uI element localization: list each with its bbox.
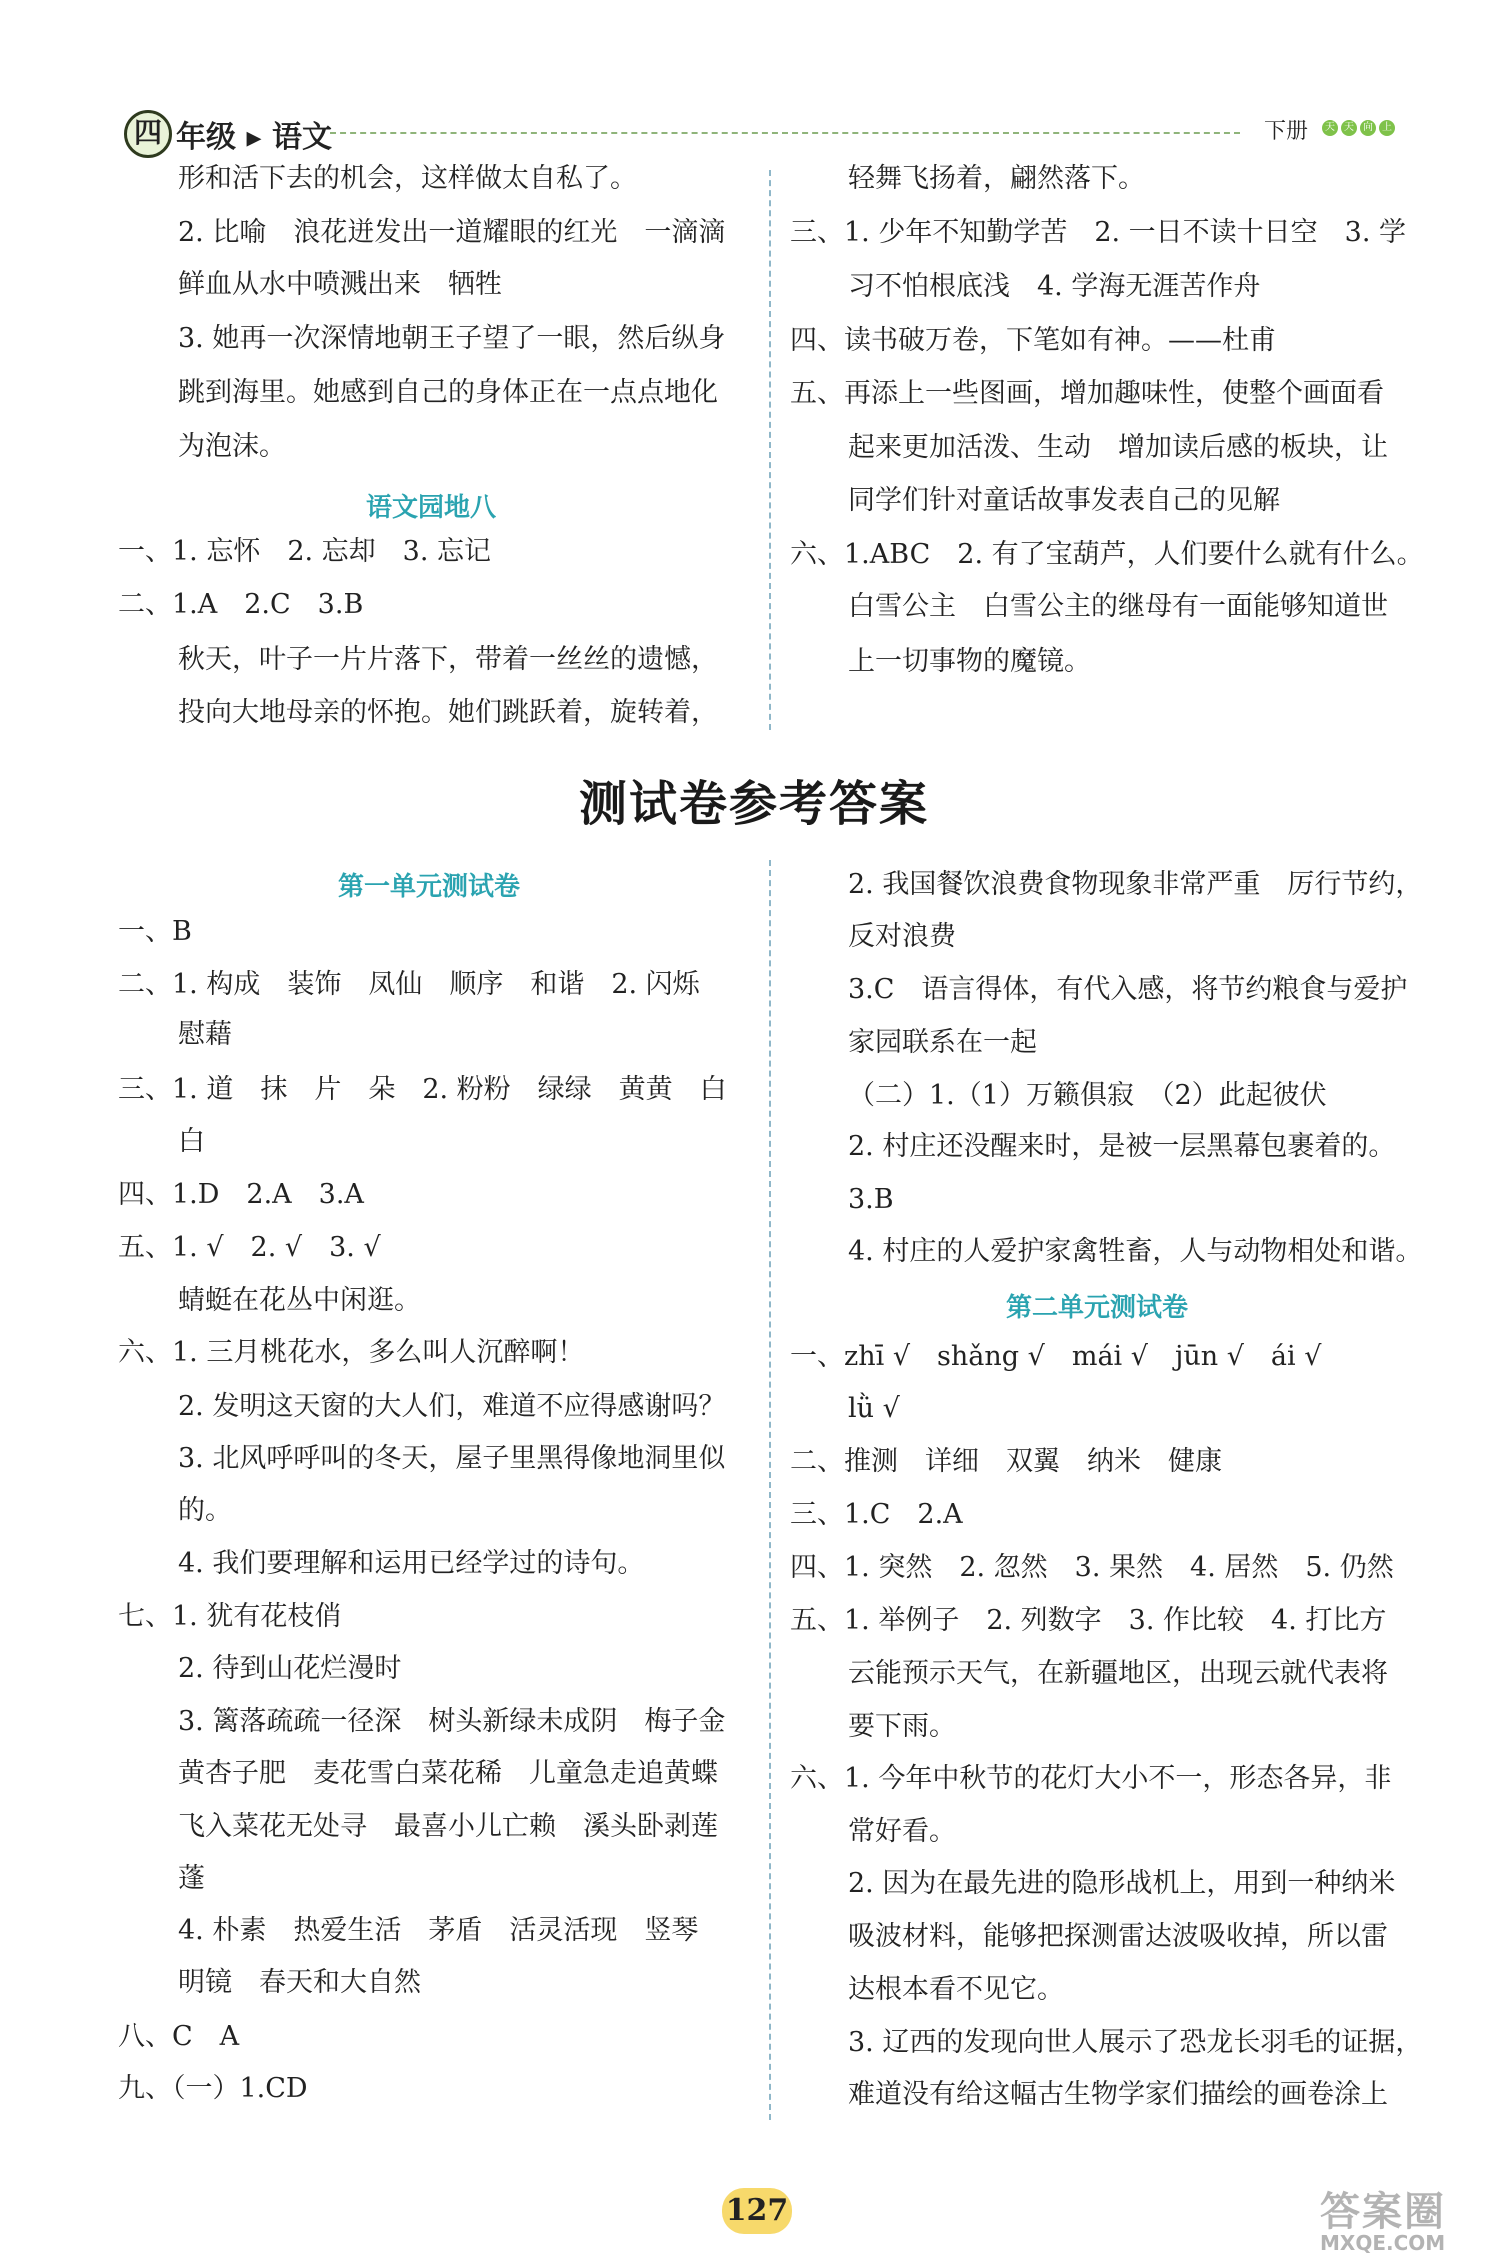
answer-line: 三、1. 少年不知勤学苦 2. 一日不读十日空 3. 学 xyxy=(790,217,1407,248)
answer-line: 3.C 语言得体，有代入感，将节约粮食与爱护 xyxy=(848,974,1408,1005)
answer-line: 明镜 春天和大自然 xyxy=(178,1967,421,1998)
answer-line: 一、1. 忘怀 2. 忘却 3. 忘记 xyxy=(118,536,492,567)
answer-line: 上一切事物的魔镜。 xyxy=(848,646,1091,677)
answer-line: 六、1. 三月桃花水，多么叫人沉醉啊！ xyxy=(118,1337,585,1368)
answer-line: 3.B xyxy=(848,1184,894,1215)
answer-line: 投向大地母亲的怀抱。她们跳跃着，旋转着， xyxy=(178,697,718,728)
answer-line: lǜ √ xyxy=(848,1393,900,1424)
column-divider-top xyxy=(769,170,771,730)
answer-line: 同学们针对童话故事发表自己的见解 xyxy=(848,485,1280,516)
answer-line: 形和活下去的机会，这样做太自私了。 xyxy=(178,163,637,194)
answer-line: 白雪公主 白雪公主的继母有一面能够知道世 xyxy=(848,591,1388,622)
section-title: 第二单元测试卷 xyxy=(1006,1293,1189,1323)
answer-line: 六、1.ABC 2. 有了宝葫芦，人们要什么就有什么。 xyxy=(790,539,1424,570)
answer-line: 黄杏子肥 麦花雪白菜花稀 儿童急走追黄蝶 xyxy=(178,1758,718,1789)
watermark-text: 答案圈 xyxy=(1320,2189,1446,2235)
answer-line: 云能预示天气，在新疆地区，出现云就代表将 xyxy=(848,1658,1388,1689)
answer-line: 五、再添上一些图画，增加趣味性，使整个画面看 xyxy=(790,378,1384,409)
section-title: 语文园地八 xyxy=(366,493,497,523)
watermark-url: MXQE.COM xyxy=(1320,2231,1446,2255)
answer-line: 2. 比喻 浪花迸发出一道耀眼的红光 一滴滴 xyxy=(178,217,726,248)
answer-line: 2. 村庄还没醒来时，是被一层黑幕包裹着的。 xyxy=(848,1131,1396,1162)
subject-title: 年级 ▸ 语文 xyxy=(176,120,332,155)
answer-line: 白 xyxy=(178,1126,205,1157)
answer-line: 二、1. 构成 装饰 凤仙 顺序 和谐 2. 闪烁 xyxy=(118,969,700,1000)
grade-badge: 四 xyxy=(124,110,172,158)
answer-line: 一、B xyxy=(118,916,192,947)
answer-line: 达根本看不见它。 xyxy=(848,1974,1064,2005)
motto-badge: 天 xyxy=(1341,120,1357,136)
answer-line: 六、1. 今年中秋节的花灯大小不一，形态各异，非 xyxy=(790,1763,1392,1794)
answer-line: 为泡沫。 xyxy=(178,431,286,462)
volume-label: 下册 xyxy=(1264,119,1309,144)
answer-line: 2. 发明这天窗的大人们，难道不应得感谢吗？ xyxy=(178,1391,726,1422)
answer-line: 三、1.C 2.A xyxy=(790,1499,963,1530)
motto-badge: 上 xyxy=(1379,120,1395,136)
answer-line: 四、读书破万卷，下笔如有神。——杜甫 xyxy=(790,325,1276,356)
answer-line: 反对浪费 xyxy=(848,921,956,952)
answer-line: 2. 因为在最先进的隐形战机上，用到一种纳米 xyxy=(848,1868,1396,1899)
answer-line: 3. 她再一次深情地朝王子望了一眼，然后纵身 xyxy=(178,323,726,354)
answer-line: 蓬 xyxy=(178,1863,205,1894)
motto-badge: 天 xyxy=(1322,120,1338,136)
answer-line: 二、推测 详细 双翼 纳米 健康 xyxy=(790,1446,1222,1477)
answer-line: 四、1. 突然 2. 忽然 3. 果然 4. 居然 5. 仍然 xyxy=(790,1552,1394,1583)
page-number: 127 xyxy=(722,2188,792,2234)
answer-line: 吸波材料，能够把探测雷达波吸收掉，所以雷 xyxy=(848,1921,1388,1952)
answer-line: 秋天，叶子一片片落下，带着一丝丝的遗憾， xyxy=(178,644,718,675)
answer-line: 起来更加活泼、生动 增加读后感的板块，让 xyxy=(848,432,1388,463)
answer-line: 八、C A xyxy=(118,2021,240,2052)
answer-line: 二、1.A 2.C 3.B xyxy=(118,589,364,620)
answer-line: 一、zhī √ shǎng √ mái √ jūn √ ái √ xyxy=(790,1341,1322,1372)
answer-line: 3. 辽西的发现向世人展示了恐龙长羽毛的证据， xyxy=(848,2027,1423,2058)
answer-line: 九、（一）1.CD xyxy=(118,2073,308,2104)
answer-line: 4. 我们要理解和运用已经学过的诗句。 xyxy=(178,1548,645,1579)
header-divider xyxy=(330,132,1240,134)
answer-line: 家园联系在一起 xyxy=(848,1027,1037,1058)
answer-line: 常好看。 xyxy=(848,1816,956,1847)
answer-line: 2. 我国餐饮浪费食物现象非常严重 厉行节约， xyxy=(848,869,1423,900)
column-divider-bottom xyxy=(769,860,771,2120)
answer-line: 鲜血从水中喷溅出来 牺牲 xyxy=(178,269,502,300)
answer-line: 蜻蜓在花丛中闲逛。 xyxy=(178,1285,421,1316)
answer-line: 要下雨。 xyxy=(848,1711,956,1742)
answer-line: 三、1. 道 抹 片 朵 2. 粉粉 绿绿 黄黄 白 xyxy=(118,1074,727,1105)
answer-line: 四、1.D 2.A 3.A xyxy=(118,1179,364,1210)
answer-line: 五、1. 举例子 2. 列数字 3. 作比较 4. 打比方 xyxy=(790,1605,1387,1636)
answer-line: 五、1. √ 2. √ 3. √ xyxy=(118,1232,381,1263)
answer-line: 跳到海里。她感到自己的身体正在一点点地化 xyxy=(178,377,718,408)
answer-line: 慰藉 xyxy=(178,1019,232,1050)
watermark-logo xyxy=(1320,2180,1446,2255)
answer-line: 3. 篱落疏疏一径深 树头新绿未成阴 梅子金 xyxy=(178,1706,726,1737)
answer-line: 习不怕根底浅 4. 学海无涯苦作舟 xyxy=(848,271,1261,302)
answer-line: 的。 xyxy=(178,1495,232,1526)
answer-line: 4. 村庄的人爱护家禽牲畜，人与动物相处和谐。 xyxy=(848,1236,1423,1267)
motto-badge: 向 xyxy=(1360,120,1376,136)
answer-line: 2. 待到山花烂漫时 xyxy=(178,1653,402,1684)
motto-badges xyxy=(1322,120,1395,136)
answer-line: 难道没有给这幅古生物学家们描绘的画卷涂上 xyxy=(848,2079,1388,2110)
answer-line: 飞入菜花无处寻 最喜小儿亡赖 溪头卧剥莲 xyxy=(178,1811,718,1842)
answer-line: 轻舞飞扬着，翩然落下。 xyxy=(848,163,1145,194)
answer-line: （二）1.（1）万籁俱寂 （2）此起彼伏 xyxy=(848,1080,1327,1111)
answer-line: 4. 朴素 热爱生活 茅盾 活灵活现 竖琴 xyxy=(178,1915,699,1946)
answer-line: 七、1. 犹有花枝俏 xyxy=(118,1601,342,1632)
page-title: 测试卷参考答案 xyxy=(578,776,929,832)
section-title: 第一单元测试卷 xyxy=(338,872,521,902)
answer-line: 3. 北风呼呼叫的冬天，屋子里黑得像地洞里似 xyxy=(178,1443,726,1474)
